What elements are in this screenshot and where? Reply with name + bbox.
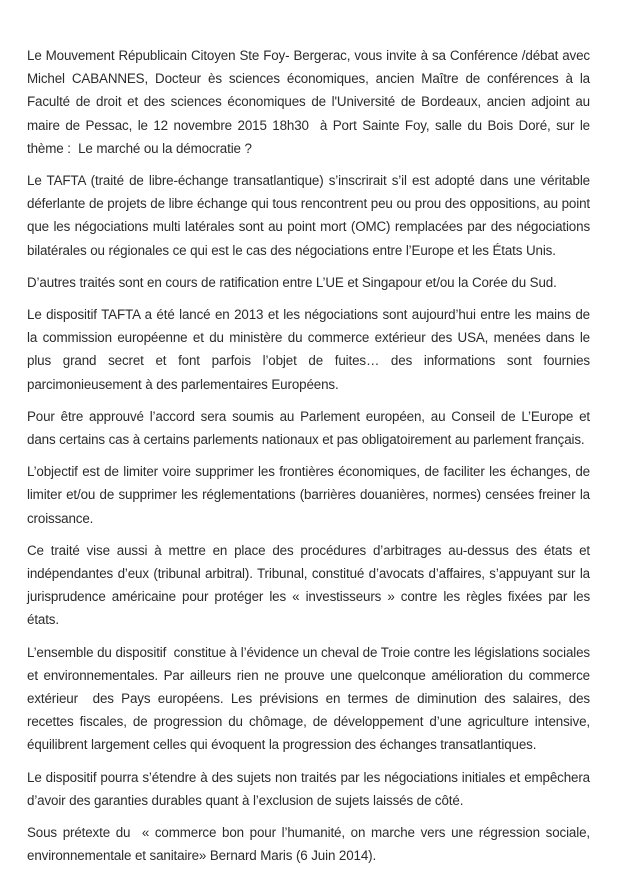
paragraph-other-treaties: D’autres traités sont en cours de ratification entre L’UE et Singapour et/ou la Corée du Sud. <box>27 274 557 290</box>
paragraph-scope-extension: Le dispositif pourra s’étendre à des sujets non traités par les négociations initiales et empêchera d’avoir des garanties durables quant à l’exclusion de sujets laissés de côté. <box>27 769 594 808</box>
paragraph-bernard-maris-quote: Sous prétexte du « commerce bon pour l’humanité, on marche vers une régression sociale, environnementale et sanitaire» Bernard Maris (6 Juin 2014). <box>27 825 594 864</box>
paragraph-objective-deregulation: L’objectif est de limiter voire supprimer les frontières économiques, de faciliter les échanges, de limiter et/ou de supprimer les réglementations (barrières douanières, normes) censées freiner la croissance. <box>27 464 594 526</box>
paragraph-tafta-launch-secrecy: Le dispositif TAFTA a été lancé en 2013 et les négociations sont aujourd’hui entre les mains de la commission européenne et du ministère du commerce extérieur des USA, menées dans le plus grand secret et font parfois l’objet de fuites… des informations sont fournies parcimonieusement à des parlementaires Européens. <box>27 307 594 392</box>
paragraph-intro-conference-announcement: Le Mouvement Républicain Citoyen Ste Foy- Bergerac, vous invite à sa Conférence /débat avec Michel CABANNES, Docteur ès sciences économiques, ancien Maître de conférences à la Faculté de droit et des sciences économiques de l'Université de Bordeaux, ancien adjoint au maire de Pessac, le 12 novembre 2015 18h30 à Port Sainte Foy, salle du Bois Doré, sur le thème : Le marché ou la démocratie ? <box>27 48 594 156</box>
paragraph-approval-process: Pour être approuvé l’accord sera soumis au Parlement européen, au Conseil de L’Europe et dans certains cas à certains parlements nationaux et pas obligatoirement au parlement français. <box>27 408 594 448</box>
paragraph-trojan-horse-social-legislation: L’ensemble du dispositif constitue à l’évidence un cheval de Troie contre les législations sociales et environnementales. Par ailleurs rien ne prouve une quelconque amélioration du commerce extérieur des Pays européens. Les prévisions en termes de diminution des salaires, des recettes fiscales, de progression du chômage, de développement d’une agriculture intensive, équilibrent largement celles qui évoquent la progression des échanges transatlantiques. <box>27 644 594 753</box>
document-body <box>27 44 594 868</box>
paragraph-tafta-definition: Le TAFTA (traité de libre-échange transatlantique) s’inscrirait s’il est adopté dans une véritable déferlante de projets de libre échange qui tous rencontrent peu ou prou des oppositions, au point que les négociations multi latérales sont au point mort (OMC) remplacées par des négociations bilatérales ou régionales ce qui est le cas des négociations entre l’Europe et les États Unis. <box>27 173 594 258</box>
paragraph-arbitration-tribunal: Ce traité vise aussi à mettre en place des procédures d’arbitrages au-dessus des états et indépendantes d’eux (tribunal arbitral). Tribunal, constitué d’avocats d’affaires, s’appuyant sur la jurisprudence américaine pour protéger les « investisseurs » contre les règles fixées par les états. <box>27 542 594 628</box>
